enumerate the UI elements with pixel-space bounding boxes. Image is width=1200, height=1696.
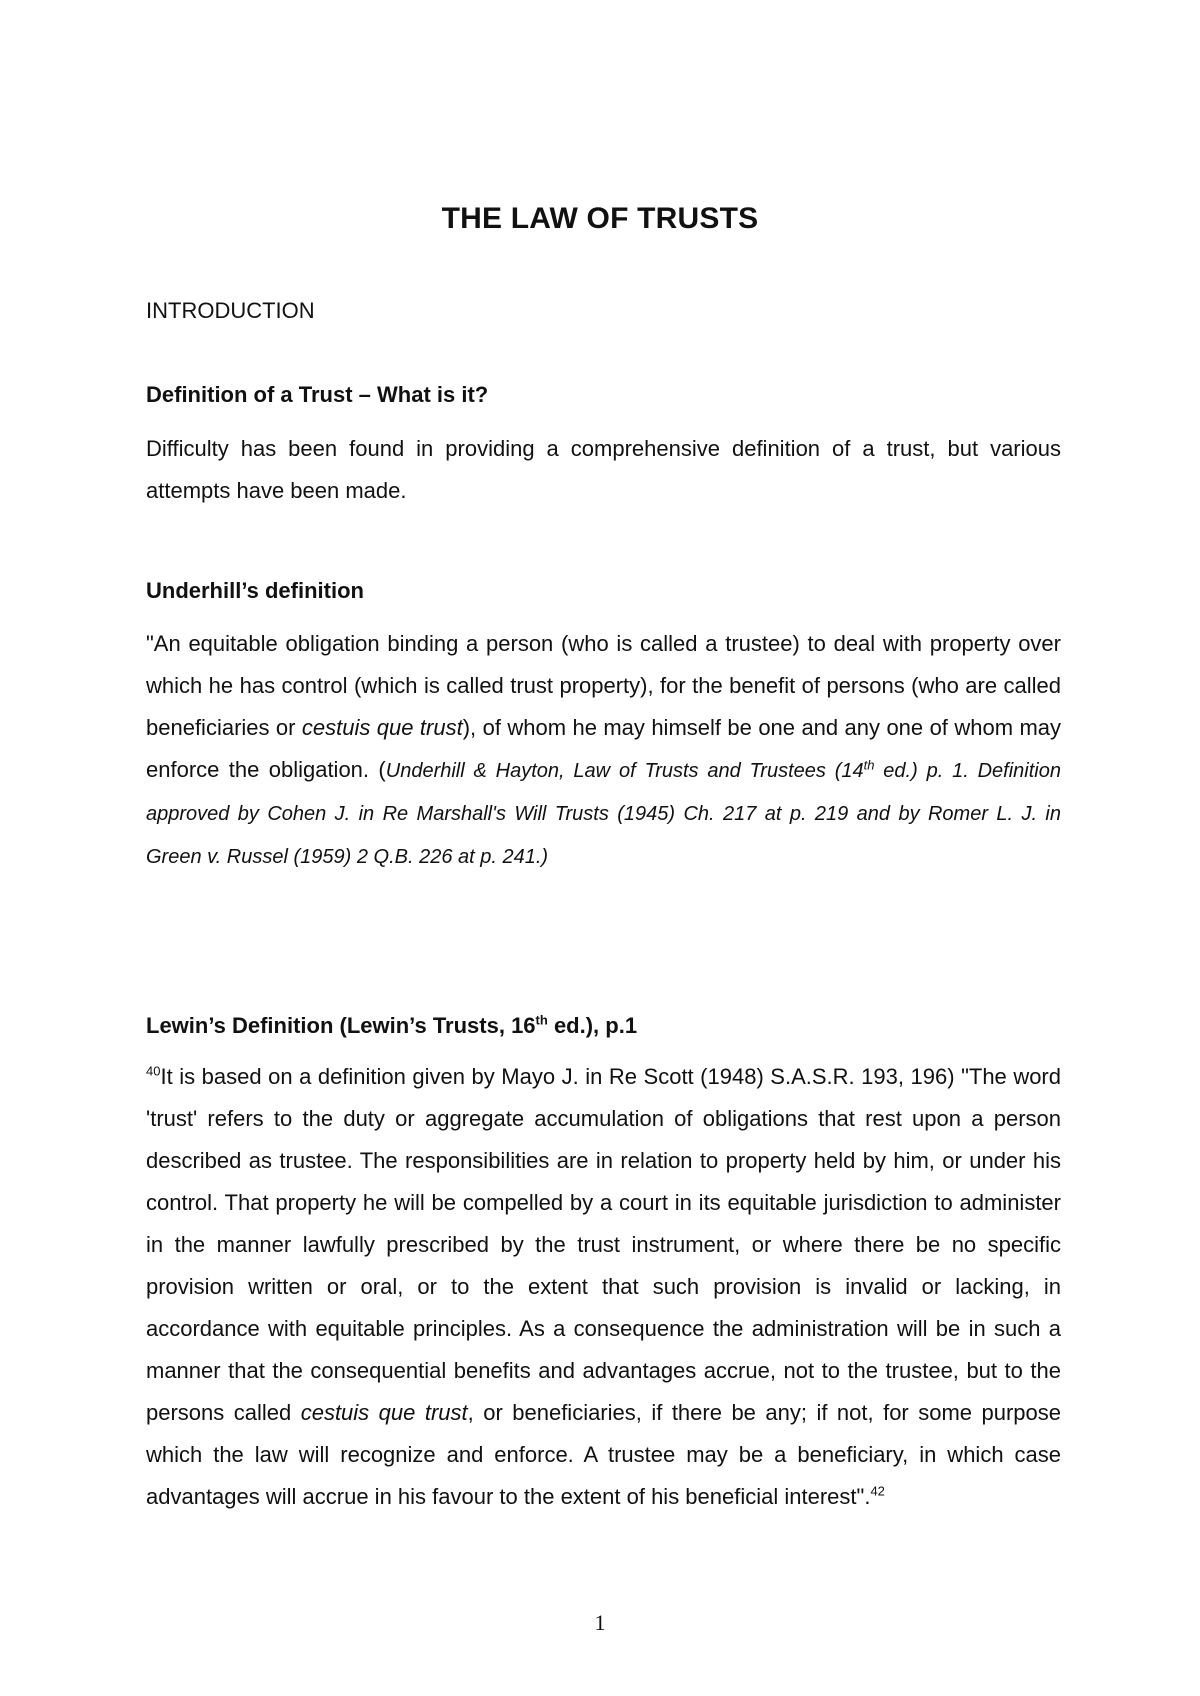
paragraph-difficulty: Difficulty has been found in providing a comprehensive definition of a trust, but various attempts have been made. xyxy=(146,436,1061,503)
section-heading-introduction: INTRODUCTION xyxy=(146,298,315,323)
underhill-cestuis-italic: cestuis que trust xyxy=(301,715,463,740)
lewin-heading-part2: ed.), p.1 xyxy=(547,1013,638,1038)
footnote-marker-42: 42 xyxy=(870,1483,885,1499)
lewin-heading-part1: Lewin’s Definition (Lewin’s Trusts, 16 xyxy=(146,1013,536,1038)
heading-lewin-definition xyxy=(146,1013,1061,1039)
footnote-marker-40: 40 xyxy=(146,1063,161,1079)
underhill-quote-part2: ), of whom he may himself be one and any one of whom may enforce the obligation. ( xyxy=(146,715,1062,782)
lewin-cestuis-italic: cestuis que trust xyxy=(300,1400,468,1425)
document-title: THE LAW OF TRUSTS xyxy=(441,202,759,235)
underhill-citation-superscript: th xyxy=(863,757,875,773)
page-number: 1 xyxy=(594,1610,606,1635)
underhill-citation-part1: Underhill & Hayton, Law of Trusts and Trustees (14 xyxy=(385,760,864,782)
underhill-citation-part2: ed.) p. 1. Definition approved by Cohen J. in Re Marshall's Will Trusts (1945) Ch. 217 at p. 219 and by Romer L. J. in Green v. Russel (1959) 2 Q.B. 226 at p. 241.) xyxy=(146,760,1061,868)
lewin-text-part1: It is based on a definition given by Mayo J. in Re Scott (1948) S.A.S.R. 193, 196) "The word 'trust' refers to the duty or aggregate accumulation of obligations that rest upon a person described as trustee. The responsibilities are in relation to property held by him, or under his control. That property he will be compelled by a court in its equitable jurisdiction to administer in the manner lawfully prescribed by the trust instrument, or where there be no specific provision written or oral, or to the extent that such provision is invalid or lacking, in accordance with equitable principles. As a consequence the administration will be in such a manner that the consequential benefits and advantages accrue, not to the trustee, but to the persons called xyxy=(146,1064,1061,1425)
lewin-heading-superscript: th xyxy=(535,1012,548,1028)
heading-underhill-definition: Underhill’s definition xyxy=(146,578,364,603)
paragraph-lewin-definition xyxy=(146,1056,1061,1518)
heading-definition-of-trust: Definition of a Trust – What is it? xyxy=(146,382,489,407)
paragraph-underhill-definition xyxy=(146,623,1061,878)
lewin-text-part2: , or beneficiaries, if there be any; if not, for some purpose which the law will recognize and enforce. A trustee may be a beneficiary, in which case advantages will accrue in his favour to the extent of his beneficial interest". xyxy=(146,1400,1062,1509)
underhill-quote-part1: "An equitable obligation binding a person (who is called a trustee) to deal with property over which he has control (which is called trust property), for the benefit of persons (who are called beneficiaries or xyxy=(146,631,1061,740)
